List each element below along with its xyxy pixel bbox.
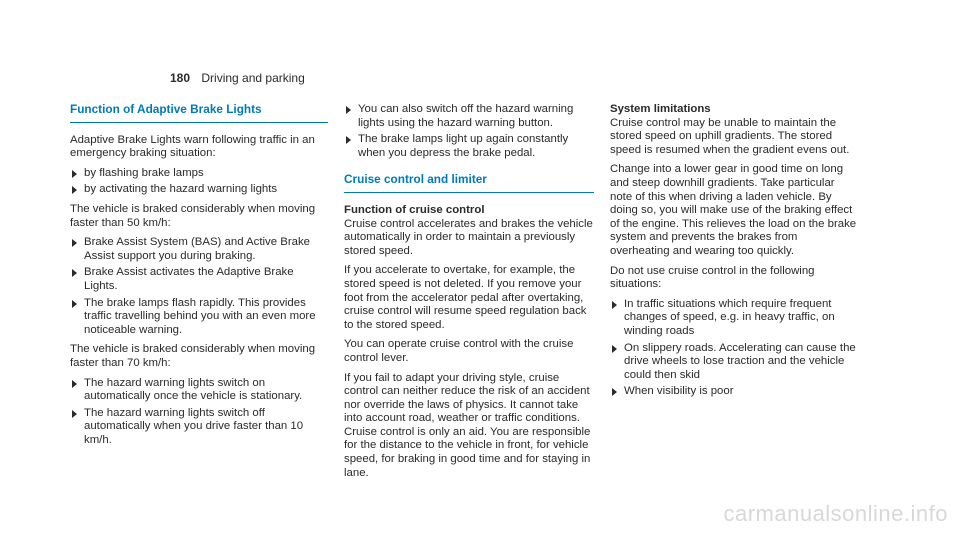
braking-70-list xyxy=(70,377,328,448)
paragraph: You can operate cruise control with the cruise control lever. xyxy=(344,338,574,364)
column-1 xyxy=(70,103,328,453)
situations-list xyxy=(610,298,858,399)
column-2 xyxy=(344,103,594,486)
paragraph: The vehicle is braked considerably when moving faster than 70 km/h: xyxy=(70,343,316,369)
page-header xyxy=(170,71,305,85)
system-limitations-subheading: System limitations xyxy=(610,103,711,115)
list-item: by activating the hazard warning lights xyxy=(70,183,328,197)
list-item: On slippery roads. Accelerating can cause the drive wheels to lose traction and the vehicle could then skid xyxy=(610,342,858,383)
list-item: The hazard warning lights switch off automatically when you drive faster than 10 km/h. xyxy=(70,407,328,448)
paragraph: Change into a lower gear in good time on long and steep downhill gradients. Take particular note of this when driving a laden vehicle. By doing so, you will make use of the braking effect of the engine. This relieves the load on the brake system and prevents the brakes from overheating and wearing too quickly. xyxy=(610,163,857,257)
paragraph: Adaptive Brake Lights warn following traffic in an emergency braking situation: xyxy=(70,133,315,160)
list-item: The brake lamps light up again constantly when you depress the brake pedal. xyxy=(344,133,594,160)
page-number: 180 xyxy=(170,71,191,85)
list-item: Brake Assist activates the Adaptive Brake Lights. xyxy=(70,266,328,293)
paragraph: Cruise control may be unable to maintain the stored speed on uphill gradients. The stored speed is resumed when the gradient evens out. xyxy=(610,116,850,156)
paragraph: Cruise control accelerates and brakes the vehicle automatically in order to maintain a previously stored speed. xyxy=(344,217,593,257)
braking-50-list xyxy=(70,236,328,337)
list-item: In traffic situations which require frequent changes of speed, e.g. in heavy traffic, on winding roads xyxy=(610,298,858,339)
hazard-continued-list xyxy=(344,103,594,160)
list-item: The brake lamps flash rapidly. This provides traffic travelling behind you with an even more noticeable warning. xyxy=(70,297,328,338)
column-3 xyxy=(610,103,858,405)
list-item: You can also switch off the hazard warning lights using the hazard warning button. xyxy=(344,103,594,130)
list-item: by flashing brake lamps xyxy=(70,167,328,181)
paragraph: If you fail to adapt your driving style, cruise control can neither reduce the risk of an accident nor override the laws of physics. It cannot take into account road, weather or traffic conditions. Cruise control is only an aid. You are responsible for the distance to the vehicle in front, for vehicle speed, for braking in good time and for staying in lane. xyxy=(344,371,591,479)
adaptive-brake-lights-heading: Function of Adaptive Brake Lights xyxy=(70,103,328,123)
section-title: Driving and parking xyxy=(201,71,305,85)
list-item: When visibility is poor xyxy=(610,385,858,399)
function-subheading: Function of cruise control xyxy=(344,203,485,216)
list-item: Brake Assist System (BAS) and Active Brake Assist support you during braking. xyxy=(70,236,328,263)
paragraph: The vehicle is braked considerably when moving faster than 50 km/h: xyxy=(70,202,316,229)
paragraph: If you accelerate to overtake, for example, the stored speed is not deleted. If you remove your foot from the accelerator pedal after overtaking, cruise control will resume speed regulation back to the stored speed. xyxy=(344,264,587,331)
watermark: carmanualsonline.info xyxy=(723,501,948,526)
list-item: The hazard warning lights switch on automatically once the vehicle is stationary. xyxy=(70,377,328,404)
cruise-control-heading: Cruise control and limiter xyxy=(344,173,594,193)
paragraph: Do not use cruise control in the following situations: xyxy=(610,264,815,291)
warning-method-list xyxy=(70,167,328,197)
